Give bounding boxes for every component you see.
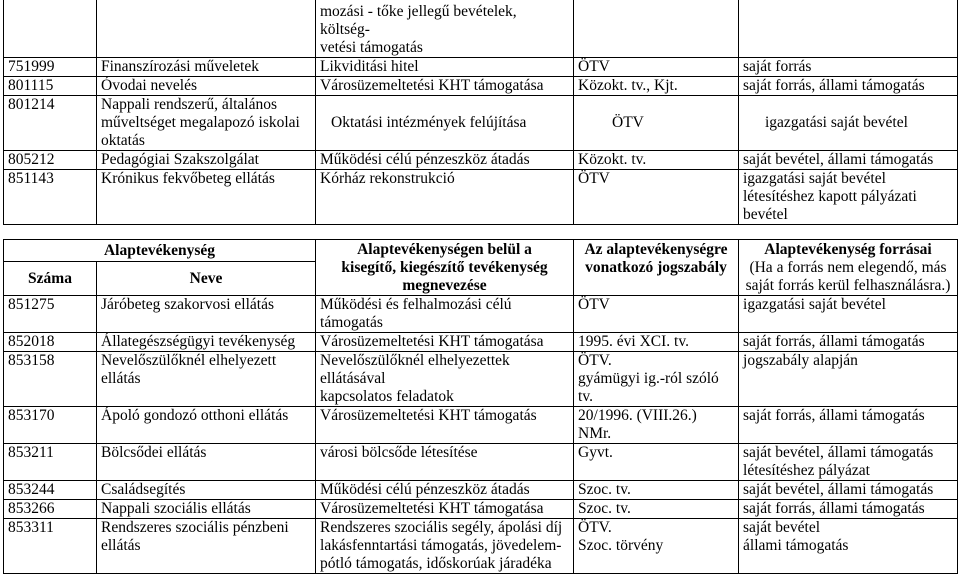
cell-name xyxy=(97,0,316,58)
cell-name: Nappali szociális ellátás xyxy=(97,500,316,519)
cell-law: Szoc. tv. xyxy=(574,500,739,519)
cell-sources: saját bevétel, állami támogatás xyxy=(739,481,958,500)
cell-number: 852018 xyxy=(4,333,97,352)
cell-number: 851143 xyxy=(4,170,97,225)
table-row xyxy=(4,151,958,170)
cell-law: ÖTV xyxy=(574,170,739,225)
cell-activity: Városüzemeltetési KHT támogatása xyxy=(316,333,574,352)
header-sources xyxy=(739,240,958,296)
cell-law: ÖTV. Szoc. törvény xyxy=(574,519,739,574)
cell-law: 1995. évi XCI. tv. xyxy=(574,333,739,352)
header-legal-basis: Az alaptevékenységre vonatkozó jogszabály xyxy=(574,240,739,296)
cell-name: Nevelőszülőknél elhelyezett ellátás xyxy=(97,352,316,407)
header-auxiliary-activity: Alaptevékenységen belül a kisegítő, kiegészítő tevékenység megnevezése xyxy=(316,240,574,296)
header-number: Száma xyxy=(4,262,97,296)
cell-activity: Nevelőszülőknél elhelyezettek ellátásával kapcsolatos feladatok xyxy=(316,352,574,407)
cell-sources: saját forrás xyxy=(739,58,958,77)
table-row xyxy=(4,333,958,352)
cell-name: Családsegítés xyxy=(97,481,316,500)
budget-table-continued xyxy=(3,0,958,225)
cell-number: 853311 xyxy=(4,519,97,574)
cell-sources: saját bevétel, állami támogatás xyxy=(739,151,958,170)
cell-name: Bölcsődei ellátás xyxy=(97,444,316,481)
cell-law: Közokt. tv. xyxy=(574,151,739,170)
table-row xyxy=(4,77,958,96)
cell-activity: Működési és felhalmozási célú támogatás xyxy=(316,296,574,333)
cell-law: 20/1996. (VIII.26.) NMr. xyxy=(574,407,739,444)
cell-sources: saját bevétel állami támogatás xyxy=(739,519,958,574)
cell-name: Pedagógiai Szakszolgálat xyxy=(97,151,316,170)
cell-number: 853158 xyxy=(4,352,97,407)
cell-name: Óvodai nevelés xyxy=(97,77,316,96)
table-row xyxy=(4,444,958,481)
header-core-activity: Alaptevékenység xyxy=(4,240,316,262)
cell-sources: igazgatási saját bevétel xyxy=(739,296,958,333)
cell-activity: Kórház rekonstrukció xyxy=(316,170,574,225)
cell-sources: igazgatási saját bevétel létesítéshez kapott pályázati bevétel xyxy=(739,170,958,225)
cell-number: 853211 xyxy=(4,444,97,481)
cell-sources: saját forrás, állami támogatás xyxy=(739,333,958,352)
cell-number: 751999 xyxy=(4,58,97,77)
table-row xyxy=(4,96,958,151)
table-row xyxy=(4,58,958,77)
cell-number: 805212 xyxy=(4,151,97,170)
cell-activity: Működési célú pénzeszköz átadás xyxy=(316,151,574,170)
cell-activity: mozási - tőke jellegű bevételek, költség- vetési támogatás xyxy=(316,0,574,58)
table-row xyxy=(4,170,958,225)
cell-name: Ápoló gondozó otthoni ellátás xyxy=(97,407,316,444)
cell-number: 853170 xyxy=(4,407,97,444)
cell-sources: saját forrás, állami támogatás xyxy=(739,77,958,96)
cell-sources: jogszabály alapján xyxy=(739,352,958,407)
cell-number: 801115 xyxy=(4,77,97,96)
cell-activity: Rendszeres szociális segély, ápolási díj lakásfenntartási támogatás, jövedelem- pótló támogatás, időskorúak járadéka xyxy=(316,519,574,574)
table-row xyxy=(4,296,958,333)
cell-law: ÖTV. gyámügyi ig.-ról szóló tv. xyxy=(574,352,739,407)
table-row xyxy=(4,407,958,444)
table-header-row xyxy=(4,240,958,262)
cell-number xyxy=(4,0,97,58)
cell-sources: saját bevétel, állami támogatás létesítéshez pályázat xyxy=(739,444,958,481)
cell-activity: Városüzemeltetési KHT támogatása xyxy=(316,500,574,519)
cell-number: 853266 xyxy=(4,500,97,519)
cell-activity: Oktatási intézmények felújítása xyxy=(316,96,574,151)
cell-activity: Városüzemeltetési KHT támogatása xyxy=(316,77,574,96)
table-row xyxy=(4,500,958,519)
table-row xyxy=(4,481,958,500)
cell-name: Finanszírozási műveletek xyxy=(97,58,316,77)
table-row xyxy=(4,519,958,574)
header-name: Neve xyxy=(97,262,316,296)
cell-law: ÖTV xyxy=(574,296,739,333)
cell-name: Járóbeteg szakorvosi ellátás xyxy=(97,296,316,333)
cell-number: 801214 xyxy=(4,96,97,151)
cell-law: ÖTV xyxy=(574,58,739,77)
cell-activity: Városüzemeltetési KHT támogatás xyxy=(316,407,574,444)
cell-number: 851275 xyxy=(4,296,97,333)
cell-name: Rendszeres szociális pénzbeni ellátás xyxy=(97,519,316,574)
cell-sources xyxy=(739,0,958,58)
cell-sources: saját forrás, állami támogatás xyxy=(739,407,958,444)
cell-name: Nappali rendszerű, általános műveltséget megalapozó iskolai oktatás xyxy=(97,96,316,151)
cell-law: Gyvt. xyxy=(574,444,739,481)
cell-law: ÖTV xyxy=(574,96,739,151)
header-sources-title: Alaptevékenység forrásai xyxy=(764,241,932,258)
cell-law: Szoc. tv. xyxy=(574,481,739,500)
cell-sources: igazgatási saját bevétel xyxy=(739,96,958,151)
cell-name: Állategészségügyi tevékenység xyxy=(97,333,316,352)
cell-law xyxy=(574,0,739,58)
cell-sources: saját forrás, állami támogatás xyxy=(739,500,958,519)
header-sources-note: (Ha a forrás nem elegendő, más saját forrás kerül felhasználásra.) xyxy=(745,259,951,294)
cell-name: Krónikus fekvőbeteg ellátás xyxy=(97,170,316,225)
table-row xyxy=(4,352,958,407)
table-row xyxy=(4,0,958,58)
cell-activity: Működési célú pénzeszköz átadás xyxy=(316,481,574,500)
cell-activity: városi bölcsőde létesítése xyxy=(316,444,574,481)
core-activities-table xyxy=(3,239,958,574)
cell-number: 853244 xyxy=(4,481,97,500)
cell-activity: Likviditási hitel xyxy=(316,58,574,77)
cell-law: Közokt. tv., Kjt. xyxy=(574,77,739,96)
